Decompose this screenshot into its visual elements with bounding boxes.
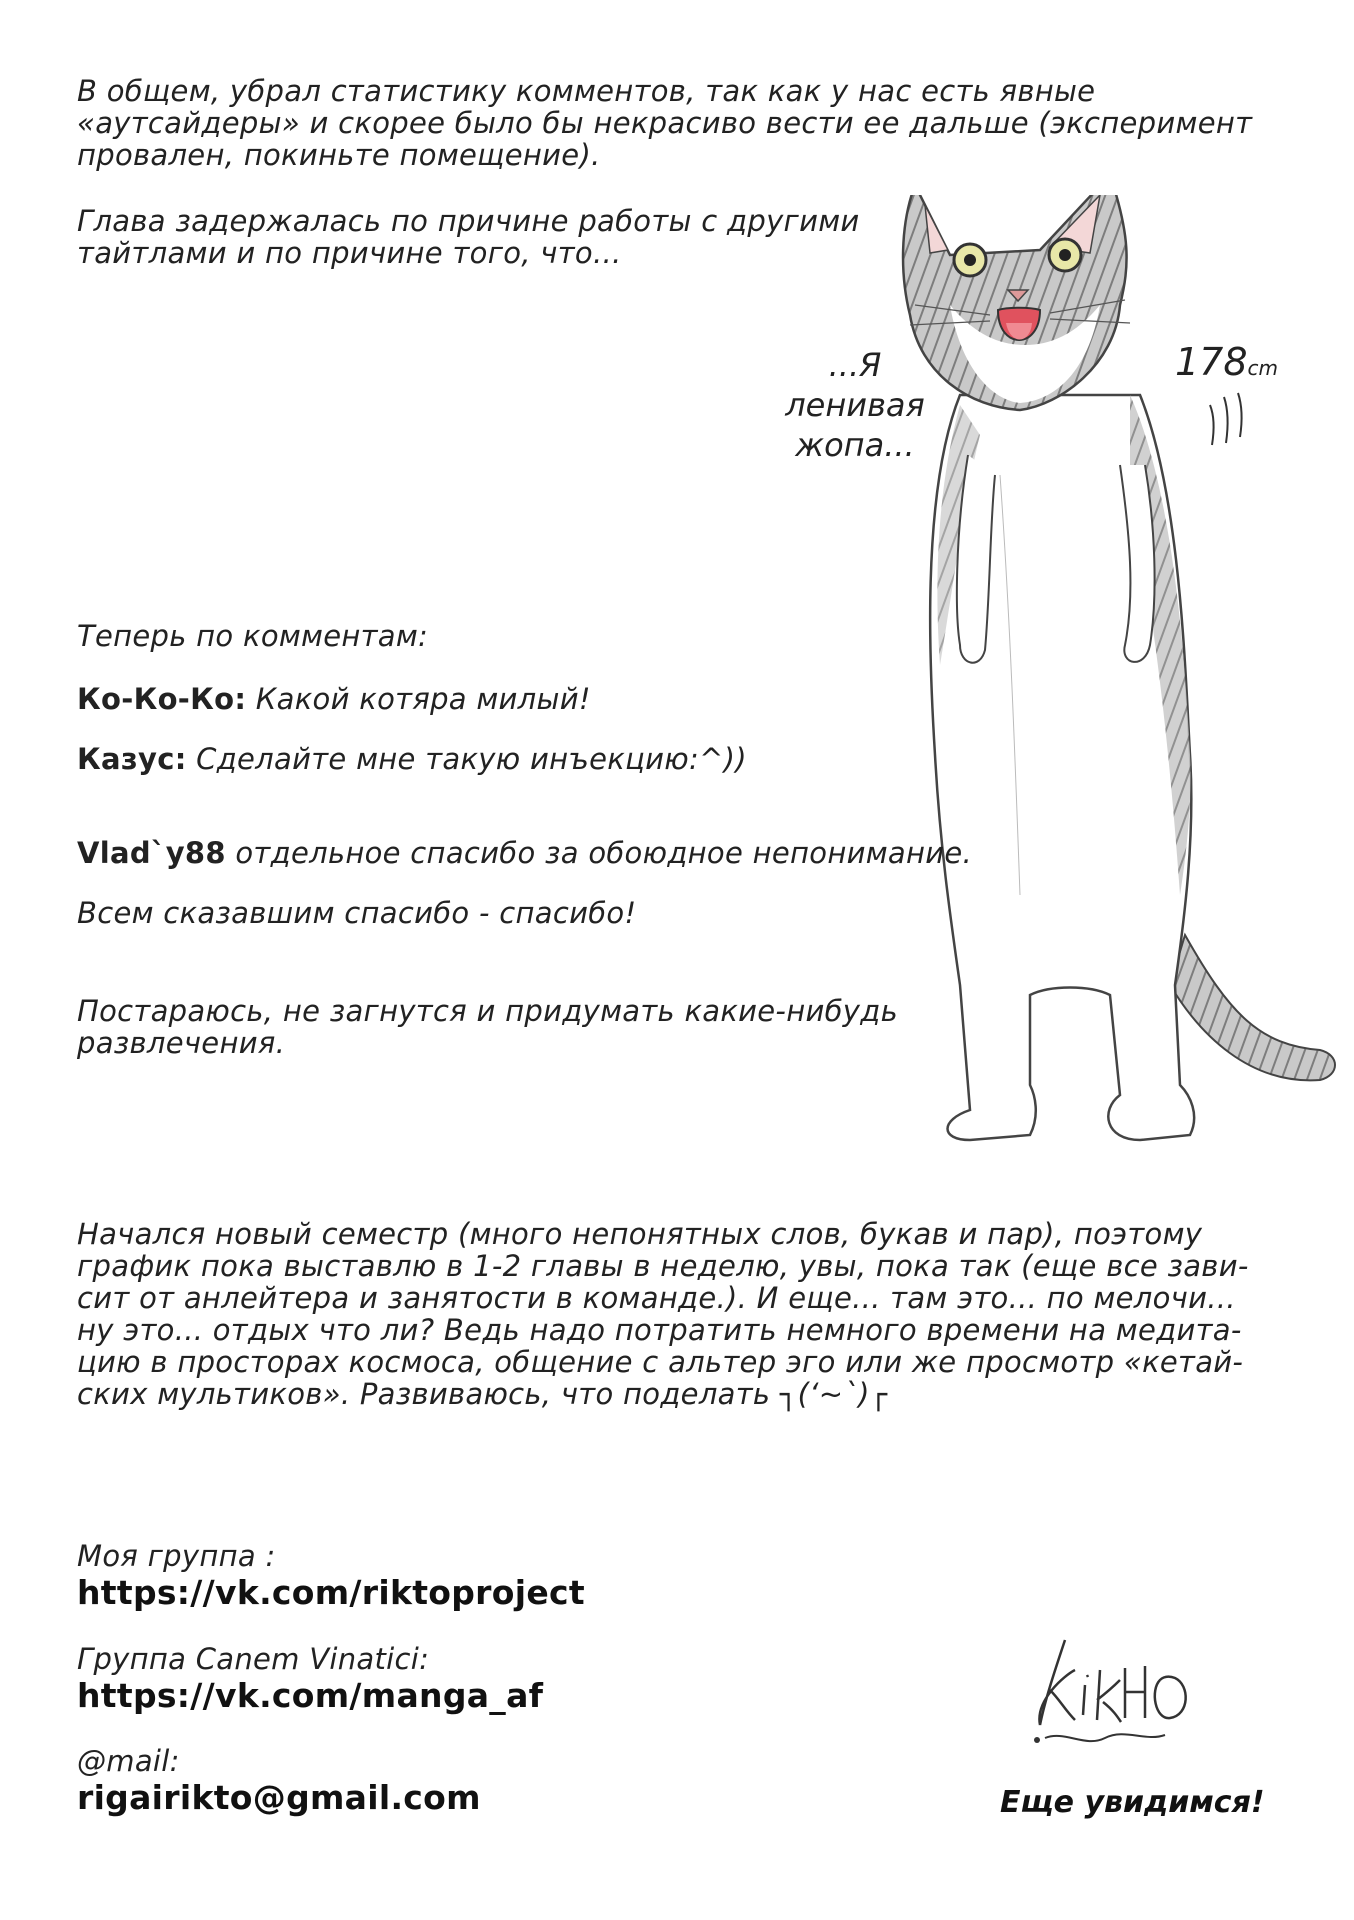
comment-text: Сделайте мне такую инъекцию:^))	[186, 742, 747, 776]
comment-item	[77, 743, 747, 775]
comment-item	[77, 837, 972, 869]
group-label: Моя группа :	[77, 1539, 276, 1573]
intro-line-1: В общем, убрал статистику комментов, так как у нас есть явные	[77, 74, 1096, 108]
cat-speech-line-2: ленивая	[785, 386, 925, 424]
standing-cat-illustration	[900, 195, 1340, 1160]
mail-label: @mail:	[77, 1744, 180, 1778]
cat-speech-line-3: жопа...	[795, 426, 915, 464]
comments-heading: Теперь по комментам:	[77, 619, 429, 653]
farewell-text: Еще увидимся!	[1000, 1785, 1265, 1820]
delay-line-1: Глава задержалась по причине работы с другими	[77, 204, 860, 238]
team-label: Группа Canem Vinatici:	[77, 1642, 430, 1676]
cat-height-value: 178	[1175, 340, 1248, 384]
semester-line-3: сит от анлейтера и занятости в команде.). И еще... там это... по мелочи...	[77, 1281, 1236, 1315]
comment-item	[77, 683, 591, 715]
comment-text: Какой котяра милый!	[246, 682, 591, 716]
thanks-line: Всем сказавшим спасибо - спасибо!	[77, 896, 637, 930]
mail-address[interactable]: rigairikto@gmail.com	[77, 1778, 481, 1817]
intro-line-2: «аутсайдеры» и скорее было бы некрасиво вести ее дальше (эксперимент	[77, 106, 1253, 140]
promise-line-1: Постараюсь, не загнутся и придумать какие-нибудь	[77, 994, 898, 1028]
group-link[interactable]: https://vk.com/riktoproject	[77, 1573, 585, 1612]
comment-author: Vlad`y88	[77, 836, 226, 870]
delay-line-2: тайтлами и по причине того, что...	[77, 236, 622, 270]
comment-text: отдельное спасибо за обоюдное непонимание.	[225, 836, 973, 870]
team-link[interactable]: https://vk.com/manga_af	[77, 1676, 544, 1715]
semester-line-6: ских мультиков». Развиваюсь, что поделать ┐(‘~`)┌	[77, 1377, 888, 1411]
handwritten-signature	[1025, 1630, 1205, 1760]
semester-line-2: график пока выставлю в 1-2 главы в неделю, увы, пока так (еще все зави-	[77, 1249, 1249, 1283]
cat-height-unit: cm	[1247, 356, 1279, 380]
intro-line-3: провален, покиньте помещение).	[77, 138, 601, 172]
promise-line-2: развлечения.	[77, 1026, 286, 1060]
comment-author: Ко-Ко-Ко:	[77, 682, 247, 716]
semester-line-1: Начался новый семестр (много непонятных слов, букав и пар), поэтому	[77, 1217, 1203, 1251]
cat-speech-line-1: ...Я	[828, 346, 882, 384]
semester-line-5: цию в просторах космоса, общение с альтер эго или же просмотр «кетай-	[77, 1345, 1244, 1379]
comment-author: Казус:	[77, 742, 187, 776]
semester-line-4: ну это... отдых что ли? Ведь надо потратить немного времени на медита-	[77, 1313, 1242, 1347]
